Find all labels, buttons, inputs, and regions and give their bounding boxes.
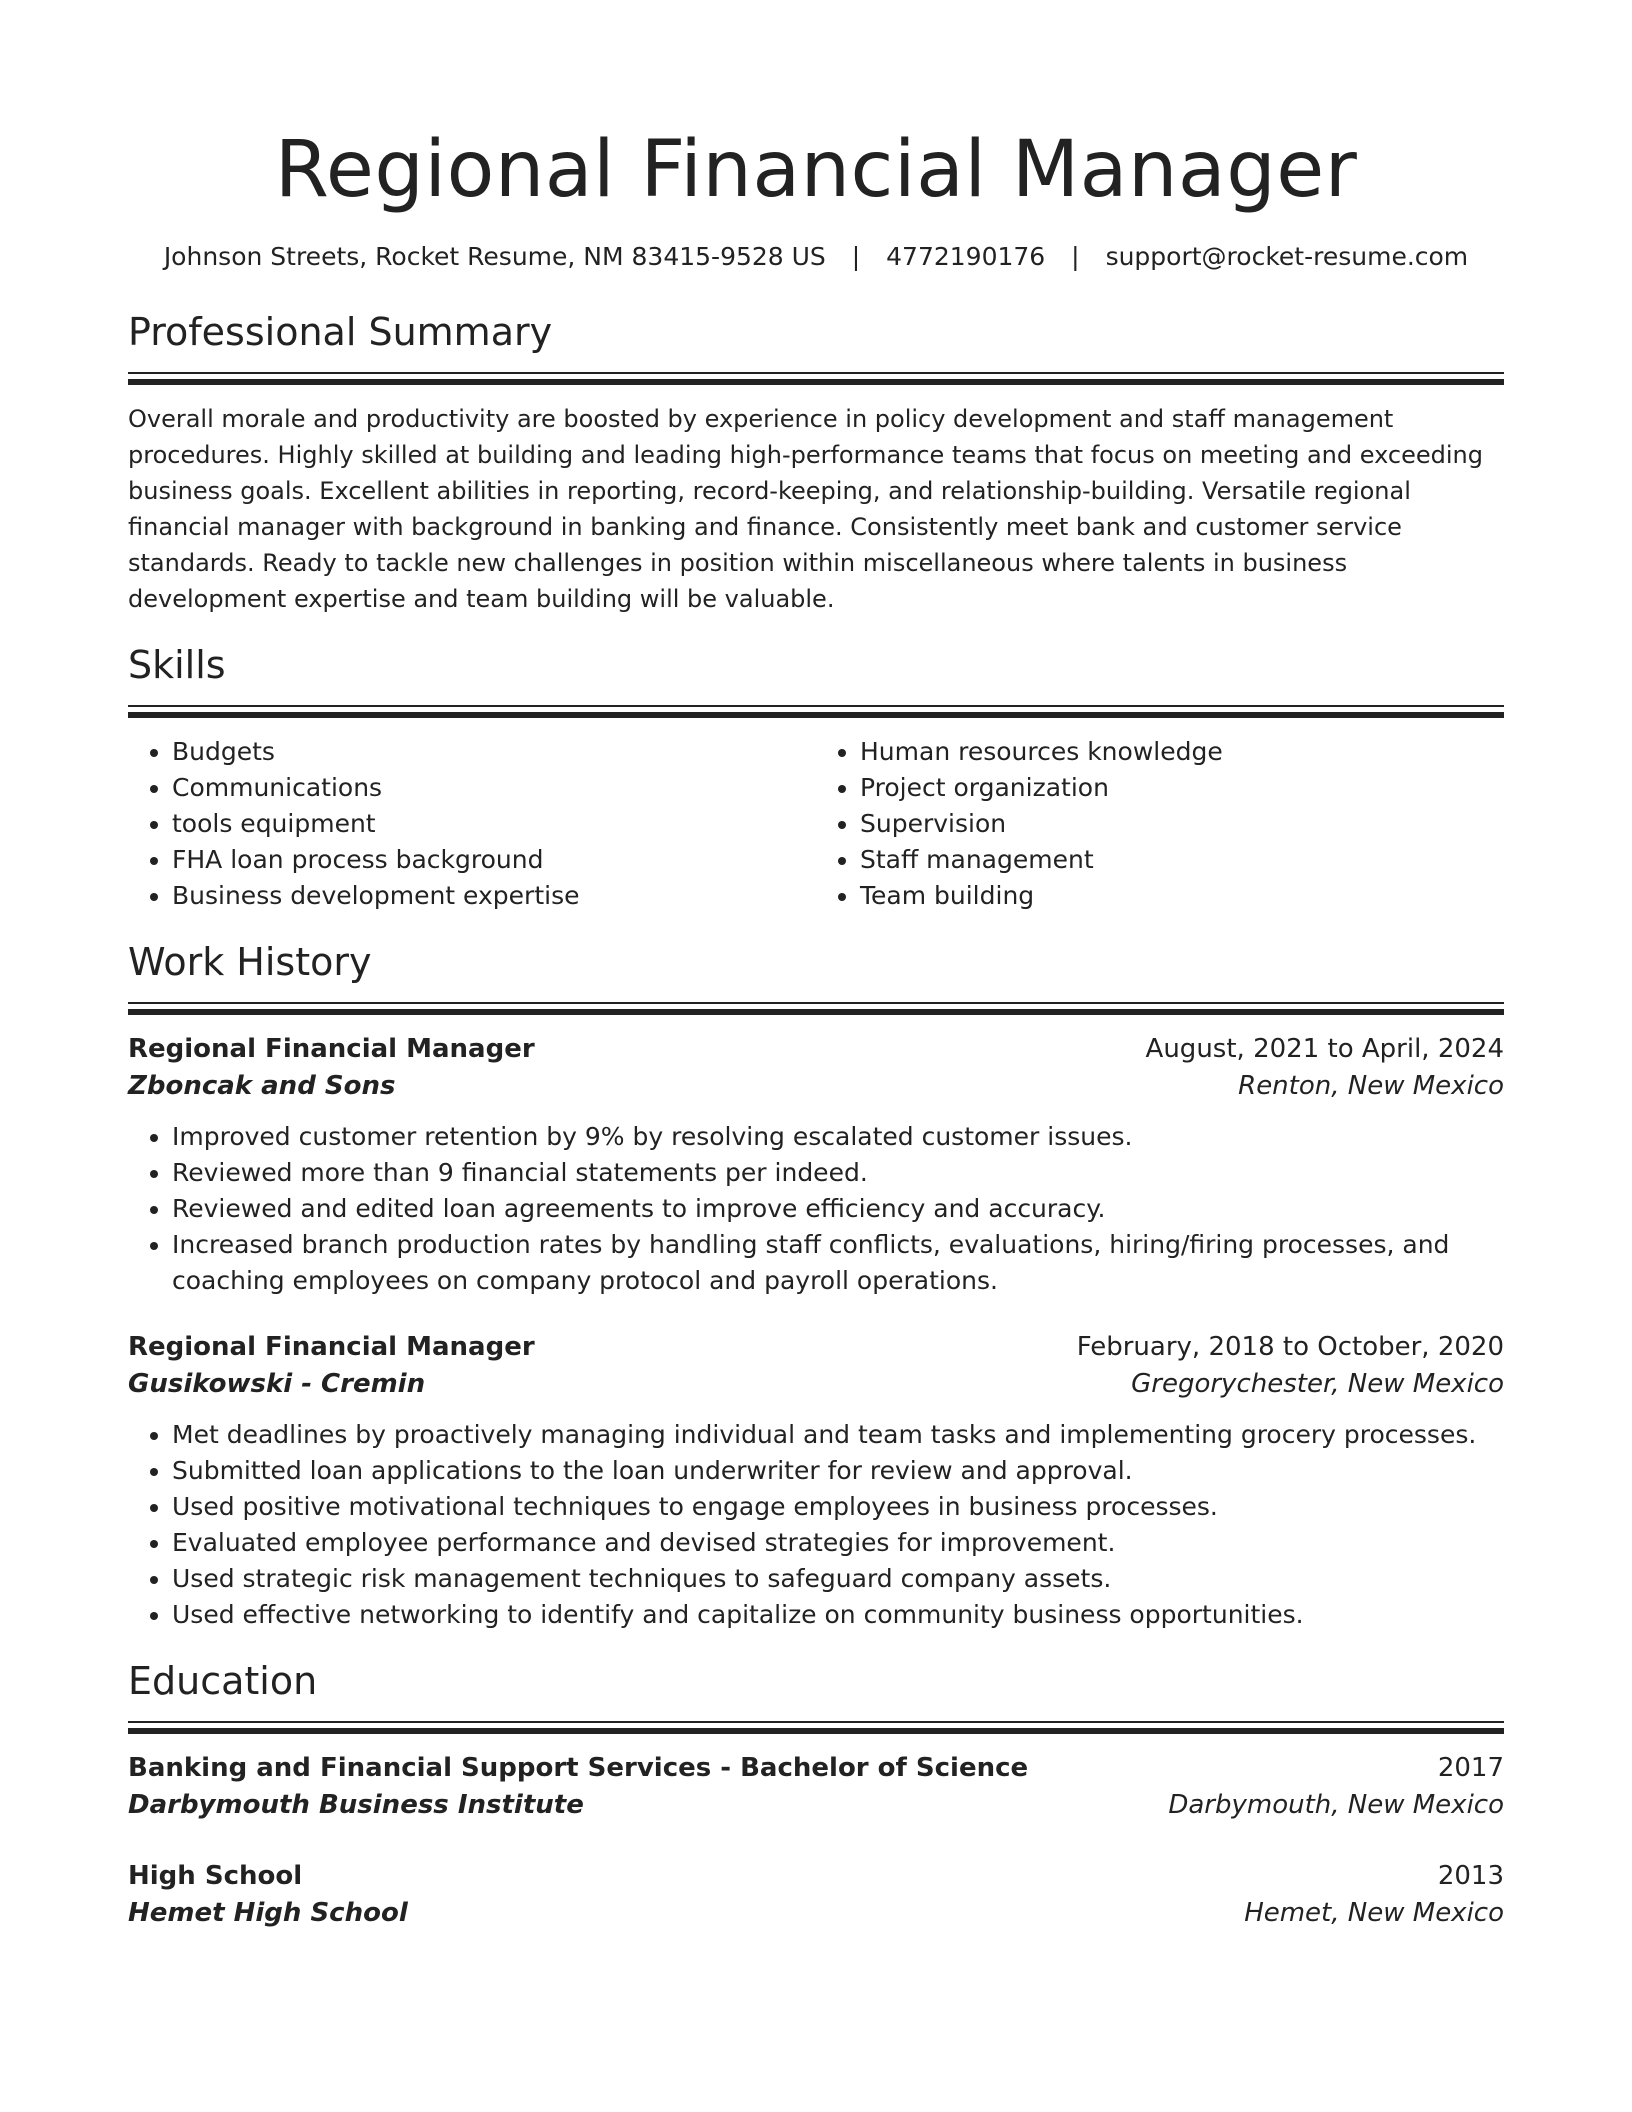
education-entry	[128, 1858, 1504, 1932]
job-company: Zboncak and Sons	[128, 1071, 396, 1101]
job-bullet: • Used effective networking to identify and capitalize on community business opportunities.	[172, 1597, 1504, 1633]
job-bullet: • Reviewed more than 9 financial statements per indeed.	[172, 1155, 1504, 1191]
job-bullet: • Evaluated employee performance and devised strategies for improvement.	[172, 1525, 1504, 1561]
education-degree: Banking and Financial Support Services - Bachelor of Science	[128, 1753, 1029, 1783]
section-divider	[128, 1721, 1504, 1734]
education-school: Hemet High School	[128, 1898, 408, 1928]
section-divider	[128, 705, 1504, 718]
skills-list	[128, 734, 1504, 914]
job-entry	[128, 1329, 1504, 1633]
skills-section	[128, 641, 1504, 914]
job-bullet: • Increased branch production rates by handling staff conflicts, evaluations, hiring/firing processes, and coaching employees on company protocol and payroll operations.	[172, 1227, 1504, 1299]
contact-address: Johnson Streets, Rocket Resume, NM 83415-9528 US	[163, 242, 826, 271]
skill-item: • Communications	[172, 770, 816, 806]
skill-item: • Team building	[860, 878, 1504, 914]
education-title: Education	[128, 1659, 318, 1703]
skills-column-right	[816, 734, 1504, 914]
job-bullet: • Improved customer retention by 9% by resolving escalated customer issues.	[172, 1119, 1504, 1155]
job-bullets	[128, 1119, 1504, 1299]
job-dates: February, 2018 to October, 2020	[1076, 1332, 1504, 1362]
job-title: Regional Financial Manager	[128, 1034, 535, 1064]
contact-email: support@rocket-resume.com	[1105, 242, 1469, 271]
summary-title: Professional Summary	[128, 310, 553, 354]
skills-title: Skills	[128, 643, 226, 687]
contact-line	[128, 240, 1504, 274]
education-location: Hemet, New Mexico	[1244, 1898, 1504, 1928]
skill-item: • Project organization	[860, 770, 1504, 806]
work-history-section	[128, 938, 1504, 1633]
education-year: 2013	[1437, 1861, 1504, 1891]
job-entry	[128, 1031, 1504, 1299]
skill-item: • tools equipment	[172, 806, 816, 842]
skill-item: • Human resources knowledge	[860, 734, 1504, 770]
job-bullet: • Reviewed and edited loan agreements to improve efficiency and accuracy.	[172, 1191, 1504, 1227]
education-degree: High School	[128, 1861, 303, 1891]
contact-phone: 4772190176	[886, 242, 1046, 271]
contact-separator: |	[851, 242, 861, 271]
skill-item: • Staff management	[860, 842, 1504, 878]
skills-column-left	[128, 734, 816, 914]
education-location: Darbymouth, New Mexico	[1168, 1790, 1504, 1820]
job-bullet: • Used positive motivational techniques to engage employees in business processes.	[172, 1489, 1504, 1525]
education-year: 2017	[1437, 1753, 1504, 1783]
education-school: Darbymouth Business Institute	[128, 1790, 584, 1820]
job-location: Renton, New Mexico	[1238, 1071, 1504, 1101]
skill-item: • FHA loan process background	[172, 842, 816, 878]
job-bullets	[128, 1417, 1504, 1633]
job-bullet: • Submitted loan applications to the loan underwriter for review and approval.	[172, 1453, 1504, 1489]
summary-text: Overall morale and productivity are boosted by experience in policy development and staff management procedures. Highly skilled at building and leading high-performance teams that focus on meeting and exceeding business goals. Excellent abilities in reporting, record-keeping, and relationship-building. Versatile regional financial manager with background in banking and finance. Consistently meet bank and customer service standards. Ready to tackle new challenges in position within miscellaneous where talents in business development expertise and team building will be valuable.	[128, 405, 1483, 613]
section-divider	[128, 1002, 1504, 1015]
skill-item: • Supervision	[860, 806, 1504, 842]
job-company: Gusikowski - Cremin	[128, 1369, 426, 1399]
job-bullet: • Used strategic risk management techniques to safeguard company assets.	[172, 1561, 1504, 1597]
education-section	[128, 1657, 1504, 1932]
work-history-title: Work History	[128, 940, 372, 984]
section-divider	[128, 372, 1504, 385]
summary-section	[128, 308, 1504, 617]
job-location: Gregorychester, New Mexico	[1131, 1369, 1504, 1399]
skill-item: • Budgets	[172, 734, 816, 770]
skill-item: • Business development expertise	[172, 878, 816, 914]
education-entry	[128, 1750, 1504, 1824]
contact-separator: |	[1071, 242, 1080, 271]
resume-name: Regional Financial Manager	[274, 125, 1358, 215]
job-dates: August, 2021 to April, 2024	[1145, 1034, 1504, 1064]
job-bullet: • Met deadlines by proactively managing individual and team tasks and implementing grocery processes.	[172, 1417, 1504, 1453]
job-title: Regional Financial Manager	[128, 1332, 535, 1362]
